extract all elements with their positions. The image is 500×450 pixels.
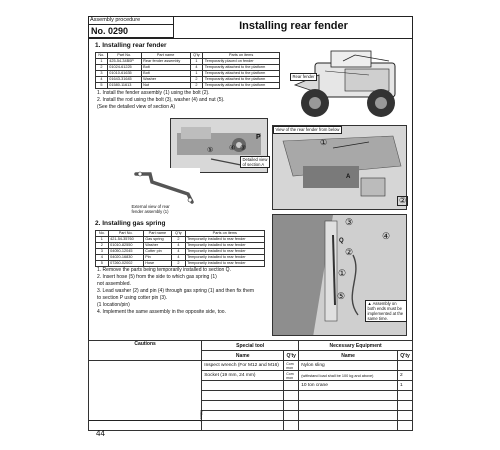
machine-illustration [285, 45, 407, 120]
table-row: 1 421-54-35760 Gas spring 2 Temporarily installed to rear fender [96, 237, 265, 243]
special-tool-header: Special tool [202, 341, 299, 351]
table-row: Socket (19 mm, 24 mm) Com mon (withstand load shall be 100 kg and above) 2 [89, 371, 413, 381]
label-circle-4: ④ [229, 145, 236, 152]
table-row: 4 01643-31645 Washer 2 Temporarily attached to the platform [96, 77, 280, 83]
col-no: No. [96, 231, 109, 237]
label-p: P [256, 134, 261, 141]
section2-title: 2. Installing gas spring [95, 220, 166, 227]
section2-steps: 1. Remove the parts being temporarily installed to section Q. 2. Insert hose (5) from the side to which gas spring (1) not assembled. 3. Lead washer (2) and pin (4) through gas spring (1) and then fix them to section P using cotter pin (3). (1 location/pin) 4. Implement the same assembly in the opposite side, too. [97, 267, 255, 315]
callout-view-from-below: View of the rear fender from below [273, 126, 342, 134]
table-row: 2 01010-82550 Washer 4 Temporarily installed to rear fender [96, 243, 265, 249]
procedure-label: Assembly procedure [88, 16, 174, 25]
table-row: Inspect wrench (For M12 and M16) Com mon Nylon sling [89, 361, 413, 371]
col-no: No. [96, 53, 108, 59]
table-row: 3 04050-12045 Cotter pin 4 Temporarily installed to rear fender [96, 249, 265, 255]
label-circle-5: ⑤ [207, 147, 214, 154]
others-label: Others [199, 410, 203, 422]
table-row: 3 01010-61635 Bolt 1 Temporarily attached to the platform [96, 71, 280, 77]
label-circle-3: ③ [240, 145, 247, 152]
equipment-name-header: Name [299, 351, 398, 361]
machine-drawing [285, 45, 407, 120]
col-parts-on-items: Parts on items [185, 231, 264, 237]
cautions-header: Cautions [89, 341, 202, 361]
callout-rear-fender: Rear fender [290, 73, 317, 81]
callout-both-ends-note: ▲ Assembly on both ends must be implemented at the same time. [365, 300, 407, 322]
col-parts-on-items: Parts on items [203, 53, 280, 59]
col-part-name: Part name [143, 231, 171, 237]
table-row: 5 07260-02002 Hose 2 Temporarily installed to rear fender [96, 261, 265, 267]
equipment-qty-header: Q'ty [398, 351, 413, 361]
footer-table [88, 340, 413, 431]
label-circle-2-bottom: ② [345, 247, 354, 257]
tool-qty-header: Q'ty [284, 351, 299, 361]
col-part-no: Part No. [107, 53, 141, 59]
col-part-name: Part name [141, 53, 190, 59]
header-divider [88, 38, 413, 39]
label-q: Q [339, 238, 344, 244]
callout-detailed-view: Detailed view of section A [240, 156, 270, 168]
label-circle-1-top: ① [320, 138, 328, 147]
section1-title: 1. Installing rear fender [95, 42, 167, 49]
view-from-below-illustration [272, 125, 407, 210]
footer-header-row [89, 341, 413, 351]
callout-external-view: External view of rear fender assembly (1) [131, 204, 170, 214]
page-number: 44 [96, 429, 105, 438]
section2-parts-table [95, 230, 265, 267]
procedure-number: No. 0290 [91, 26, 129, 36]
table-row: 10 ton crane 1 [89, 381, 413, 391]
tool-name-header: Name [202, 351, 284, 361]
label-circle-4-bottom: ④ [382, 231, 391, 241]
label-circle-2-top: ② [399, 196, 407, 205]
table-row: 5 01580-11613 Nut 2 Temporarily attached to the platform [96, 83, 280, 89]
table-row: 4 04020-16830 Pin 4 Temporarily installed to rear fender [96, 255, 265, 261]
procedure-box [88, 16, 174, 38]
label-a: A [346, 174, 351, 180]
label-circle-5-bottom: ⑤ [337, 291, 346, 301]
label-circle-3-bottom: ③ [345, 217, 354, 227]
page-title: Installing rear fender [239, 20, 348, 32]
col-qty: Q'ty [190, 53, 203, 59]
section1-parts-table [95, 52, 280, 89]
table-row: 1 425-54-34B0P Rear fender assembly 1 Temporarily placed on fender [96, 59, 280, 65]
col-part-no: Part No. [108, 231, 143, 237]
col-qty: Q'ty [172, 231, 186, 237]
warning-triangle-icon: ▲ [367, 301, 372, 306]
necessary-equipment-header: Necessary Equipment [299, 341, 413, 351]
section1-steps: 1. Install the fender assembly (1) using the bolt (2). 2. Install the rod using the bolt (3), washer (4) and nut (5). (See the detailed view of section A) [97, 90, 225, 110]
label-circle-1-bottom: ① [338, 268, 347, 278]
view-from-below-drawing [273, 126, 407, 210]
table-row: 2 01024-61225 Bolt 4 Temporarily attached to the platform [96, 65, 280, 71]
